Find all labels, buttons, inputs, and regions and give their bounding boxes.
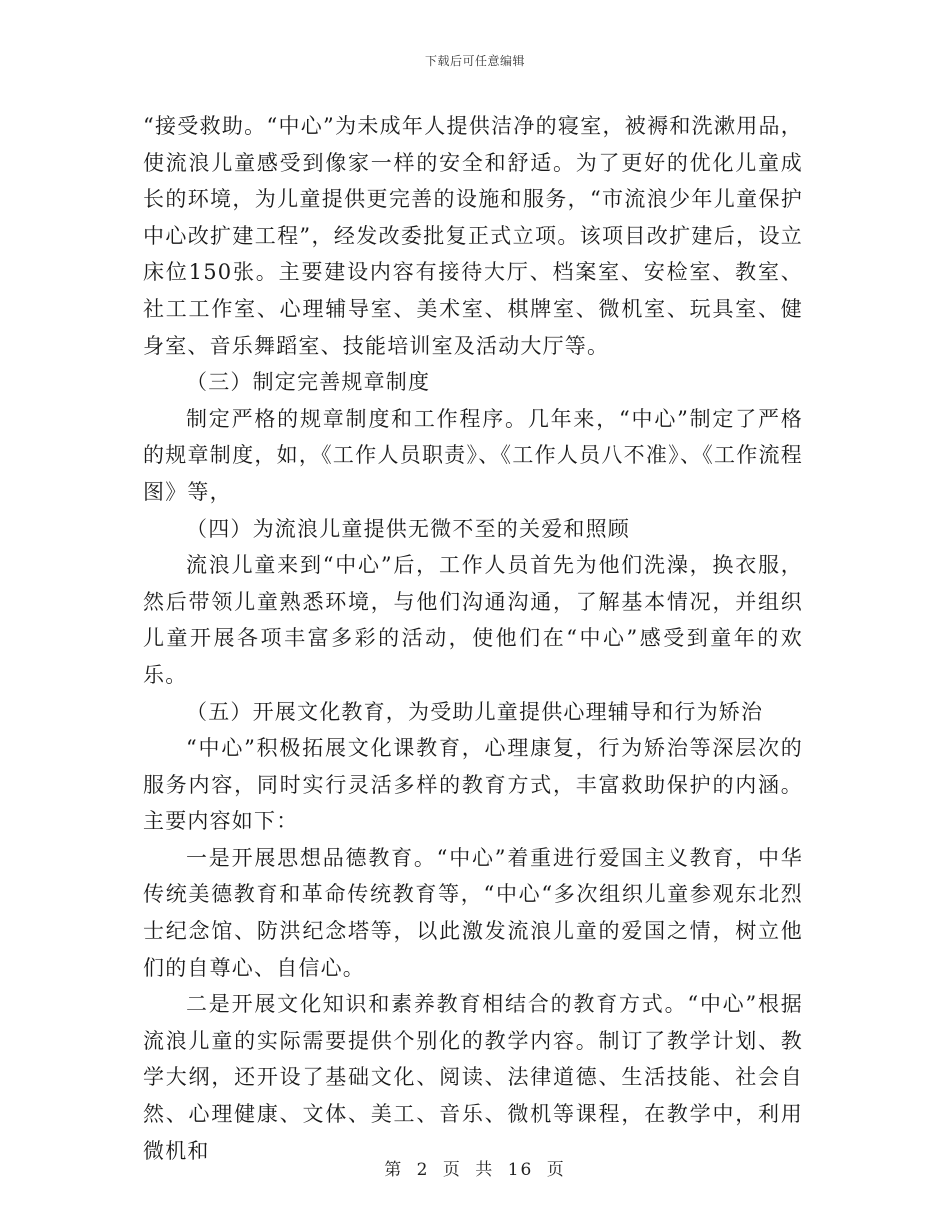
paragraph-care: 流浪儿童来到“中心”后，工作人员首先为他们洗澡，换衣服，然后带领儿童熟悉环境，与他们沟通沟通，了解基本情况，并组织儿童开展各项丰富多彩的活动，使他们在“中心”感受到童年的欢乐。 — [143, 553, 803, 687]
document-body — [143, 108, 803, 1169]
paragraph-education-intro: “中心”积极拓展文化课教育，心理康复，行为矫治等深层次的服务内容，同时实行灵活多样的教育方式，丰富救助保护的内涵。主要内容如下： — [143, 736, 803, 834]
paragraph-moral-education: 一是开展思想品德教育。“中心”着重进行爱国主义教育，中华传统美德教育和革命传统教育等，“中心“多次组织儿童参观东北烈士纪念馆、防洪纪念塔等，以此激发流浪儿童的爱国之情，树立他们的自尊心、自信心。 — [143, 845, 803, 980]
paragraph-continuation: “接受救助。“中心”为未成年人提供洁净的寝室，被褥和洗漱用品，使流浪儿童感受到像家一样的安全和舒适。为了更好的优化儿童成长的环境，为儿童提供更完善的设施和服务，“市流浪少年儿童保护中心改扩建工程”，经发改委批复正式立项。该项目改扩建后，设立床位150张。主要建设内容有接待大厅、档案室、安检室、教室、社工工作室、心理辅导室、美术室、棋牌室、微机室、玩具室、健身室、音乐舞蹈室、技能培训室及活动大厅等。 — [143, 114, 803, 358]
page-header: 下载后可任意编辑 — [424, 54, 525, 68]
paragraph-regulations: 制定严格的规章制度和工作程序。几年来，“中心”制定了严格的规章制度，如，《工作人员职责》、《工作人员八不准》、《工作流程图》等， — [143, 406, 803, 504]
section-heading-4: （四）为流浪儿童提供无微不至的关爱和照顾 — [186, 516, 630, 541]
paragraph-knowledge-education: 二是开展文化知识和素养教育相结合的教育方式。“中心”根据流浪儿童的实际需要提供个别化的教学内容。制订了教学计划、教学大纲，还开设了基础文化、阅读、法律道德、生活技能、社会自然、心理健康、文体、美工、音乐、微机等课程，在教学中，利用微机和 — [143, 992, 803, 1163]
section-heading-3: （三）制定完善规章制度 — [186, 370, 431, 395]
page-number: 第 2 页 共 16 页 — [384, 1160, 566, 1180]
section-heading-5: （五）开展文化教育，为受助儿童提供心理辅导和行为矫治 — [186, 699, 764, 724]
